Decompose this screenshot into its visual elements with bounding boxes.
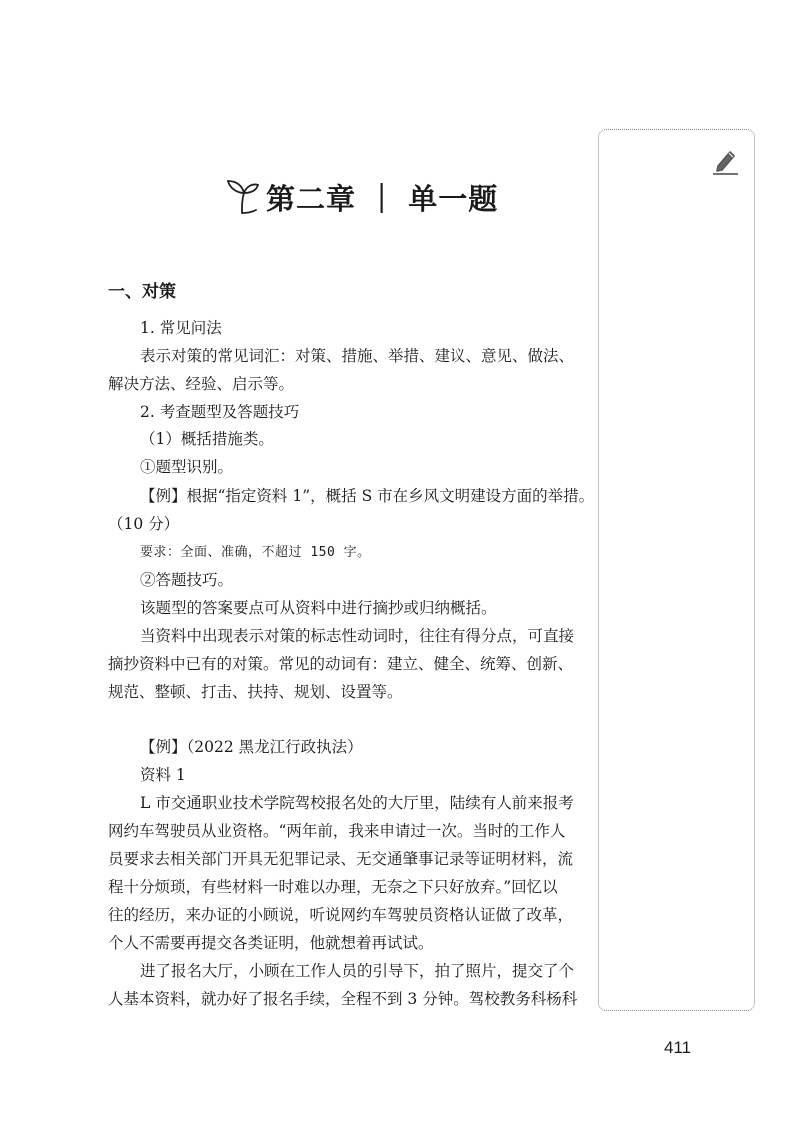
text-line: 2. 考查题型及答题技巧 [140, 403, 300, 421]
text-line: 表示对策的常见词汇：对策、措施、举措、建议、意见、做法、 [140, 347, 575, 365]
text-line: 该题型的答案要点可从资料中进行摘抄或归纳概括。 [140, 599, 497, 617]
text-line: 进了报名大厅，小顾在工作人员的引导下，拍了照片，提交了个 [140, 962, 575, 980]
example-heading: 【例】（2022 黑龙江行政执法） [140, 738, 363, 756]
text-line: 个人不需要再提交各类证明，他就想着再试试。 [108, 934, 434, 952]
text-line: 员要求去相关部门开具无犯罪记录、无交通肇事记录等证明材料，流 [108, 850, 574, 868]
text-line: 摘抄资料中已有的对策。常见的动词有：建立、健全、统筹、创新、 [108, 655, 574, 673]
text-line: 规范、整顿、打击、扶持、规划、设置等。 [108, 683, 403, 701]
text-line: 当资料中出现表示对策的标志性动词时，往往有得分点，可直接 [140, 627, 575, 645]
sprout-icon [222, 177, 262, 217]
page-number: 411 [664, 1038, 692, 1057]
text-line: 程十分烦琐，有些材料一时难以办理，无奈之下只好放弃。”回忆以 [108, 878, 558, 896]
requirement-line: 要求：全面、准确，不超过 150 字。 [140, 545, 371, 560]
notes-sidebar [598, 129, 755, 1011]
material-label: 资料 1 [140, 766, 186, 784]
pencil-icon [710, 146, 740, 176]
text-line: （1）概括措施类。 [140, 430, 274, 448]
example-line: 【例】根据“指定资料 1”，概括 S 市在乡风文明建设方面的举措。 [140, 487, 595, 505]
text-line: 往的经历，来办证的小顾说，听说网约车驾驶员资格认证做了改革， [108, 906, 574, 924]
text-line: L 市交通职业技术学院驾校报名处的大厅里，陆续有人前来报考 [140, 794, 574, 812]
text-line: ①题型识别。 [140, 458, 234, 476]
text-line: 人基本资料，就办好了报名手续，全程不到 3 分钟。驾校教务科杨科 [108, 990, 578, 1008]
text-line: ②答题技巧。 [140, 571, 234, 589]
text-line: 网约车驾驶员从业资格。“两年前，我来申请过一次。当时的工作人 [108, 822, 566, 840]
chapter-title-block [222, 172, 498, 222]
text-line: （10 分） [108, 515, 180, 533]
section-heading: 一、对策 [108, 282, 176, 302]
text-line: 解决方法、经验、启示等。 [108, 375, 295, 393]
text-line: 1. 常见问法 [140, 319, 222, 337]
chapter-title: 第二章 ｜ 单一题 [266, 181, 499, 216]
